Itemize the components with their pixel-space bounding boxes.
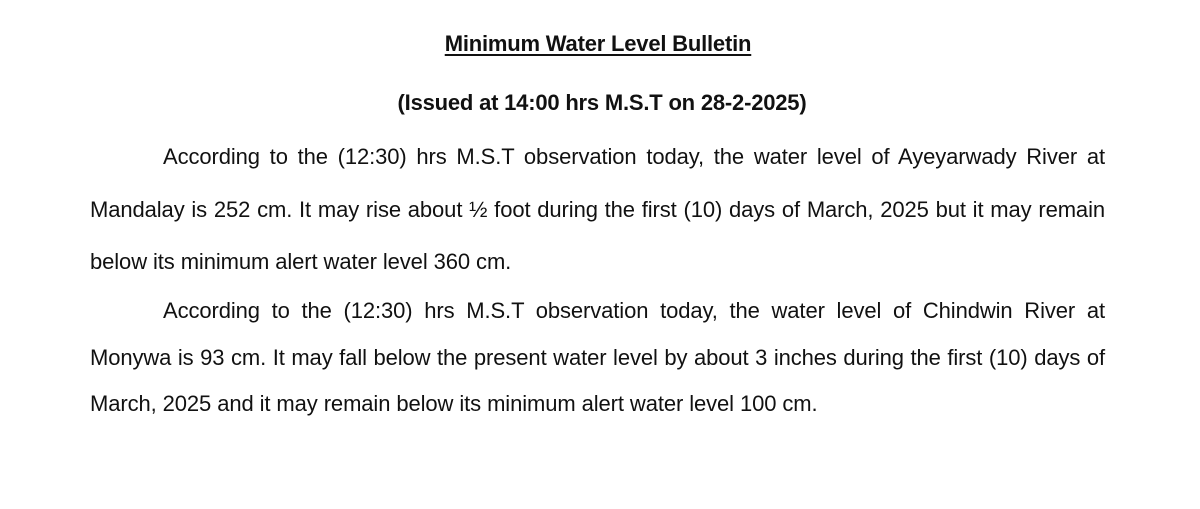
ayeyarwady-paragraph-text: According to the (12:30) hrs M.S.T observation today, the water level of Ayeyarwady River at Mandalay is 252 cm. It may rise about ½ foot during the first (10) days of March, 2025 but it may remain below its minimum alert water level 360 cm. <box>90 144 1105 274</box>
issued-timestamp: (Issued at 14:00 hrs M.S.T on 28-2-2025) <box>397 90 807 115</box>
chindwin-paragraph <box>90 288 1105 428</box>
bulletin-title: Minimum Water Level Bulletin <box>444 31 752 56</box>
ayeyarwady-paragraph <box>90 131 1105 289</box>
chindwin-paragraph-text: According to the (12:30) hrs M.S.T observation today, the water level of Chindwin River at Monywa is 93 cm. It may fall below the present water level by about 3 inches during the first (10) days of March, 2025 and it may remain below its minimum alert water level 100 cm. <box>90 298 1105 416</box>
